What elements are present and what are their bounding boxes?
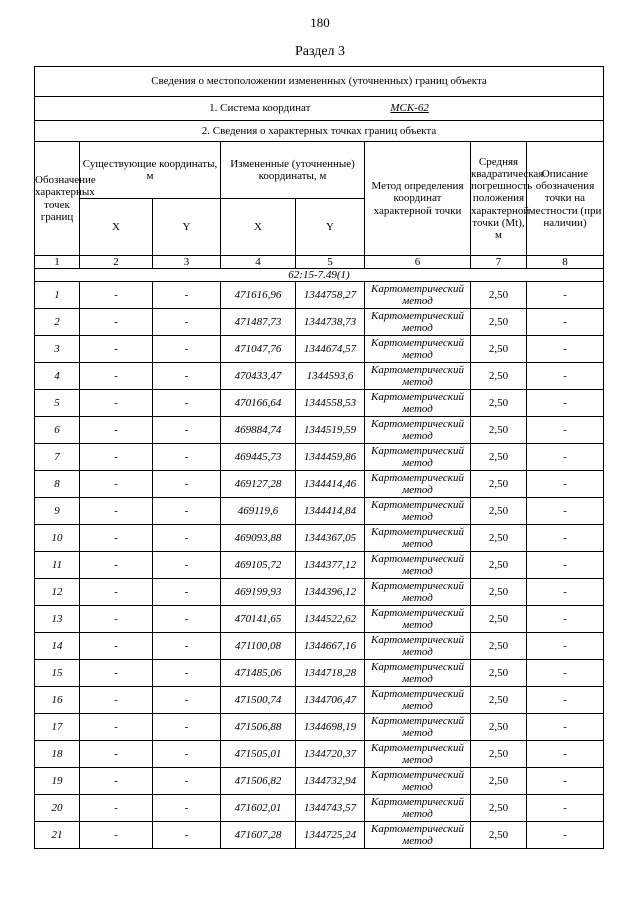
cell-accuracy: 2,50 — [471, 687, 527, 714]
cell-description: - — [527, 498, 604, 525]
cell-accuracy: 2,50 — [471, 579, 527, 606]
cell-accuracy: 2,50 — [471, 471, 527, 498]
cell-changed-y: 1344396,12 — [296, 579, 365, 606]
cell-existing-x: - — [80, 417, 153, 444]
cell-existing-y: - — [153, 606, 221, 633]
cell-method: Картометрический метод — [365, 444, 471, 471]
cell-description: - — [527, 768, 604, 795]
cell-changed-x: 471602,01 — [221, 795, 296, 822]
header-existing-coords: Существующие координаты, м — [80, 142, 221, 199]
cell-existing-y: - — [153, 552, 221, 579]
cell-changed-y: 1344593,6 — [296, 363, 365, 390]
cell-method: Картометрический метод — [365, 336, 471, 363]
cell-changed-x: 471487,73 — [221, 309, 296, 336]
cell-accuracy: 2,50 — [471, 390, 527, 417]
cell-description: - — [527, 687, 604, 714]
cell-point-number: 16 — [35, 687, 80, 714]
table-row — [35, 633, 604, 660]
section-title: Раздел 3 — [294, 44, 346, 59]
cell-point-number: 21 — [35, 822, 80, 849]
header-accuracy: Средняя квадратическая погрешность положения характерной точки (Mt), м — [471, 142, 527, 256]
cell-accuracy: 2,50 — [471, 417, 527, 444]
cell-existing-y: - — [153, 660, 221, 687]
column-number: 3 — [153, 256, 221, 269]
column-number-row — [35, 256, 604, 269]
table-row — [35, 390, 604, 417]
cell-existing-y: - — [153, 525, 221, 552]
cell-changed-x: 470166,64 — [221, 390, 296, 417]
cell-changed-x: 471047,76 — [221, 336, 296, 363]
cell-method: Картометрический метод — [365, 498, 471, 525]
cell-existing-y: - — [153, 390, 221, 417]
cell-method: Картометрический метод — [365, 795, 471, 822]
cell-changed-x: 469884,74 — [221, 417, 296, 444]
cell-accuracy: 2,50 — [471, 660, 527, 687]
cell-method: Картометрический метод — [365, 606, 471, 633]
cell-existing-x: - — [80, 714, 153, 741]
cell-method: Картометрический метод — [365, 822, 471, 849]
cell-existing-y: - — [153, 363, 221, 390]
cell-description: - — [527, 822, 604, 849]
table-row — [35, 498, 604, 525]
column-number: 7 — [471, 256, 527, 269]
header-existing-y: Y — [153, 199, 221, 256]
cell-point-number: 4 — [35, 363, 80, 390]
cell-changed-x: 471100,08 — [221, 633, 296, 660]
cell-existing-x: - — [80, 822, 153, 849]
cell-changed-y: 1344667,16 — [296, 633, 365, 660]
header-changed-x: X — [221, 199, 296, 256]
cell-changed-y: 1344698,19 — [296, 714, 365, 741]
cell-existing-y: - — [153, 417, 221, 444]
cell-description: - — [527, 525, 604, 552]
cell-existing-y: - — [153, 741, 221, 768]
cell-existing-x: - — [80, 552, 153, 579]
cell-description: - — [527, 471, 604, 498]
cell-changed-x: 470141,65 — [221, 606, 296, 633]
cell-point-number: 13 — [35, 606, 80, 633]
table-row — [35, 444, 604, 471]
header-changed-coords: Измененные (уточненные) координаты, м — [221, 142, 365, 199]
cell-changed-y: 1344367,05 — [296, 525, 365, 552]
cell-existing-x: - — [80, 633, 153, 660]
cell-description: - — [527, 282, 604, 309]
cell-method: Картометрический метод — [365, 525, 471, 552]
cell-accuracy: 2,50 — [471, 525, 527, 552]
boundary-points-table — [34, 66, 604, 849]
column-number: 6 — [365, 256, 471, 269]
cell-accuracy: 2,50 — [471, 363, 527, 390]
cell-existing-x: - — [80, 471, 153, 498]
cell-point-number: 9 — [35, 498, 80, 525]
cell-changed-x: 470433,47 — [221, 363, 296, 390]
cell-description: - — [527, 714, 604, 741]
cell-accuracy: 2,50 — [471, 498, 527, 525]
cell-changed-x: 469127,28 — [221, 471, 296, 498]
cell-changed-x: 471506,88 — [221, 714, 296, 741]
cell-point-number: 6 — [35, 417, 80, 444]
cell-point-number: 7 — [35, 444, 80, 471]
cell-changed-x: 471616,96 — [221, 282, 296, 309]
cell-changed-x: 469199,93 — [221, 579, 296, 606]
cell-changed-y: 1344738,73 — [296, 309, 365, 336]
cell-point-number: 14 — [35, 633, 80, 660]
cell-existing-y: - — [153, 444, 221, 471]
cell-accuracy: 2,50 — [471, 282, 527, 309]
table-row — [35, 525, 604, 552]
cell-changed-x: 471505,01 — [221, 741, 296, 768]
table-row — [35, 822, 604, 849]
cell-existing-y: - — [153, 282, 221, 309]
cell-method: Картометрический метод — [365, 552, 471, 579]
table-row — [35, 363, 604, 390]
cell-changed-y: 1344718,28 — [296, 660, 365, 687]
cell-accuracy: 2,50 — [471, 795, 527, 822]
header-method: Метод определения координат характерной точки — [365, 142, 471, 256]
cell-point-number: 10 — [35, 525, 80, 552]
cell-method: Картометрический метод — [365, 633, 471, 660]
header-existing-x: X — [80, 199, 153, 256]
cell-existing-x: - — [80, 336, 153, 363]
table-row — [35, 309, 604, 336]
cell-description: - — [527, 633, 604, 660]
cell-changed-x: 469445,73 — [221, 444, 296, 471]
table-row — [35, 606, 604, 633]
cell-method: Картометрический метод — [365, 579, 471, 606]
cell-changed-x: 471500,74 — [221, 687, 296, 714]
cell-existing-y: - — [153, 633, 221, 660]
cell-existing-x: - — [80, 444, 153, 471]
block-label: 62:15-7.49(1) — [35, 269, 604, 282]
column-number: 2 — [80, 256, 153, 269]
cell-point-number: 19 — [35, 768, 80, 795]
cell-accuracy: 2,50 — [471, 552, 527, 579]
cell-changed-y: 1344706,47 — [296, 687, 365, 714]
table-row — [35, 660, 604, 687]
cell-existing-x: - — [80, 498, 153, 525]
cell-existing-y: - — [153, 336, 221, 363]
table-row — [35, 714, 604, 741]
cell-description: - — [527, 363, 604, 390]
cell-changed-x: 469105,72 — [221, 552, 296, 579]
document-title: Сведения о местоположении измененных (уточненных) границ объекта — [35, 67, 604, 97]
table-row — [35, 417, 604, 444]
page-number: 180 — [310, 15, 330, 30]
cell-existing-y: - — [153, 309, 221, 336]
cell-existing-y: - — [153, 687, 221, 714]
column-number: 8 — [527, 256, 604, 269]
cell-changed-y: 1344674,57 — [296, 336, 365, 363]
table-row — [35, 471, 604, 498]
table-row — [35, 336, 604, 363]
cell-accuracy: 2,50 — [471, 606, 527, 633]
cell-point-number: 20 — [35, 795, 80, 822]
cell-changed-y: 1344743,57 — [296, 795, 365, 822]
cell-description: - — [527, 552, 604, 579]
cell-changed-x: 471506,82 — [221, 768, 296, 795]
cell-changed-y: 1344377,12 — [296, 552, 365, 579]
cell-point-number: 11 — [35, 552, 80, 579]
cell-method: Картометрический метод — [365, 471, 471, 498]
cell-point-number: 1 — [35, 282, 80, 309]
cell-existing-y: - — [153, 714, 221, 741]
cell-changed-x: 471607,28 — [221, 822, 296, 849]
cell-description: - — [527, 606, 604, 633]
cell-existing-x: - — [80, 768, 153, 795]
header-point-designation: Обозначение характерных точек границ — [35, 142, 80, 256]
table-row — [35, 795, 604, 822]
cell-method: Картометрический метод — [365, 660, 471, 687]
cell-changed-y: 1344720,37 — [296, 741, 365, 768]
coordinate-system-label: 1. Система координат — [209, 102, 311, 115]
cell-changed-y: 1344519,59 — [296, 417, 365, 444]
cell-existing-y: - — [153, 471, 221, 498]
cell-accuracy: 2,50 — [471, 822, 527, 849]
cell-existing-x: - — [80, 282, 153, 309]
header-description: Описание обозначения точки на местности (при наличии) — [527, 142, 604, 256]
table-row — [35, 552, 604, 579]
table-row — [35, 768, 604, 795]
cell-changed-y: 1344732,94 — [296, 768, 365, 795]
cell-point-number: 8 — [35, 471, 80, 498]
cell-description: - — [527, 309, 604, 336]
cell-existing-y: - — [153, 768, 221, 795]
table-row — [35, 579, 604, 606]
cell-existing-x: - — [80, 687, 153, 714]
cell-description: - — [527, 579, 604, 606]
cell-point-number: 15 — [35, 660, 80, 687]
coordinate-system-value: МСК-62 — [390, 102, 429, 115]
cell-point-number: 2 — [35, 309, 80, 336]
cell-existing-x: - — [80, 795, 153, 822]
cell-description: - — [527, 660, 604, 687]
table-row — [35, 282, 604, 309]
cell-existing-x: - — [80, 309, 153, 336]
cell-changed-y: 1344758,27 — [296, 282, 365, 309]
cell-description: - — [527, 417, 604, 444]
cell-accuracy: 2,50 — [471, 714, 527, 741]
cell-method: Картометрический метод — [365, 768, 471, 795]
cell-existing-y: - — [153, 579, 221, 606]
cell-accuracy: 2,50 — [471, 309, 527, 336]
cell-accuracy: 2,50 — [471, 444, 527, 471]
cell-description: - — [527, 741, 604, 768]
cell-description: - — [527, 795, 604, 822]
column-number: 4 — [221, 256, 296, 269]
cell-existing-y: - — [153, 822, 221, 849]
cell-existing-x: - — [80, 579, 153, 606]
cell-existing-y: - — [153, 498, 221, 525]
cell-method: Картометрический метод — [365, 714, 471, 741]
cell-method: Картометрический метод — [365, 687, 471, 714]
cell-point-number: 18 — [35, 741, 80, 768]
cell-existing-x: - — [80, 606, 153, 633]
table-row — [35, 741, 604, 768]
cell-changed-x: 471485,06 — [221, 660, 296, 687]
cell-changed-y: 1344558,53 — [296, 390, 365, 417]
cell-changed-y: 1344725,24 — [296, 822, 365, 849]
cell-existing-x: - — [80, 525, 153, 552]
cell-existing-x: - — [80, 390, 153, 417]
cell-point-number: 5 — [35, 390, 80, 417]
cell-point-number: 17 — [35, 714, 80, 741]
column-number: 1 — [35, 256, 80, 269]
cell-method: Картометрический метод — [365, 417, 471, 444]
cell-changed-x: 469119,6 — [221, 498, 296, 525]
points-section-title: 2. Сведения о характерных точках границ объекта — [35, 121, 604, 142]
cell-accuracy: 2,50 — [471, 336, 527, 363]
cell-method: Картометрический метод — [365, 390, 471, 417]
cell-accuracy: 2,50 — [471, 741, 527, 768]
cell-point-number: 12 — [35, 579, 80, 606]
cell-existing-x: - — [80, 363, 153, 390]
cell-changed-y: 1344414,84 — [296, 498, 365, 525]
cell-existing-x: - — [80, 660, 153, 687]
cell-method: Картометрический метод — [365, 282, 471, 309]
column-number: 5 — [296, 256, 365, 269]
cell-method: Картометрический метод — [365, 741, 471, 768]
cell-changed-y: 1344459,86 — [296, 444, 365, 471]
coordinate-system-row — [35, 97, 604, 121]
cell-changed-y: 1344522,62 — [296, 606, 365, 633]
cell-existing-y: - — [153, 795, 221, 822]
cell-description: - — [527, 336, 604, 363]
cell-method: Картометрический метод — [365, 363, 471, 390]
cell-description: - — [527, 390, 604, 417]
table-row — [35, 687, 604, 714]
cell-description: - — [527, 444, 604, 471]
cell-changed-x: 469093,88 — [221, 525, 296, 552]
cell-accuracy: 2,50 — [471, 633, 527, 660]
header-changed-y: Y — [296, 199, 365, 256]
cell-point-number: 3 — [35, 336, 80, 363]
cell-accuracy: 2,50 — [471, 768, 527, 795]
cell-changed-y: 1344414,46 — [296, 471, 365, 498]
cell-method: Картометрический метод — [365, 309, 471, 336]
cell-existing-x: - — [80, 741, 153, 768]
